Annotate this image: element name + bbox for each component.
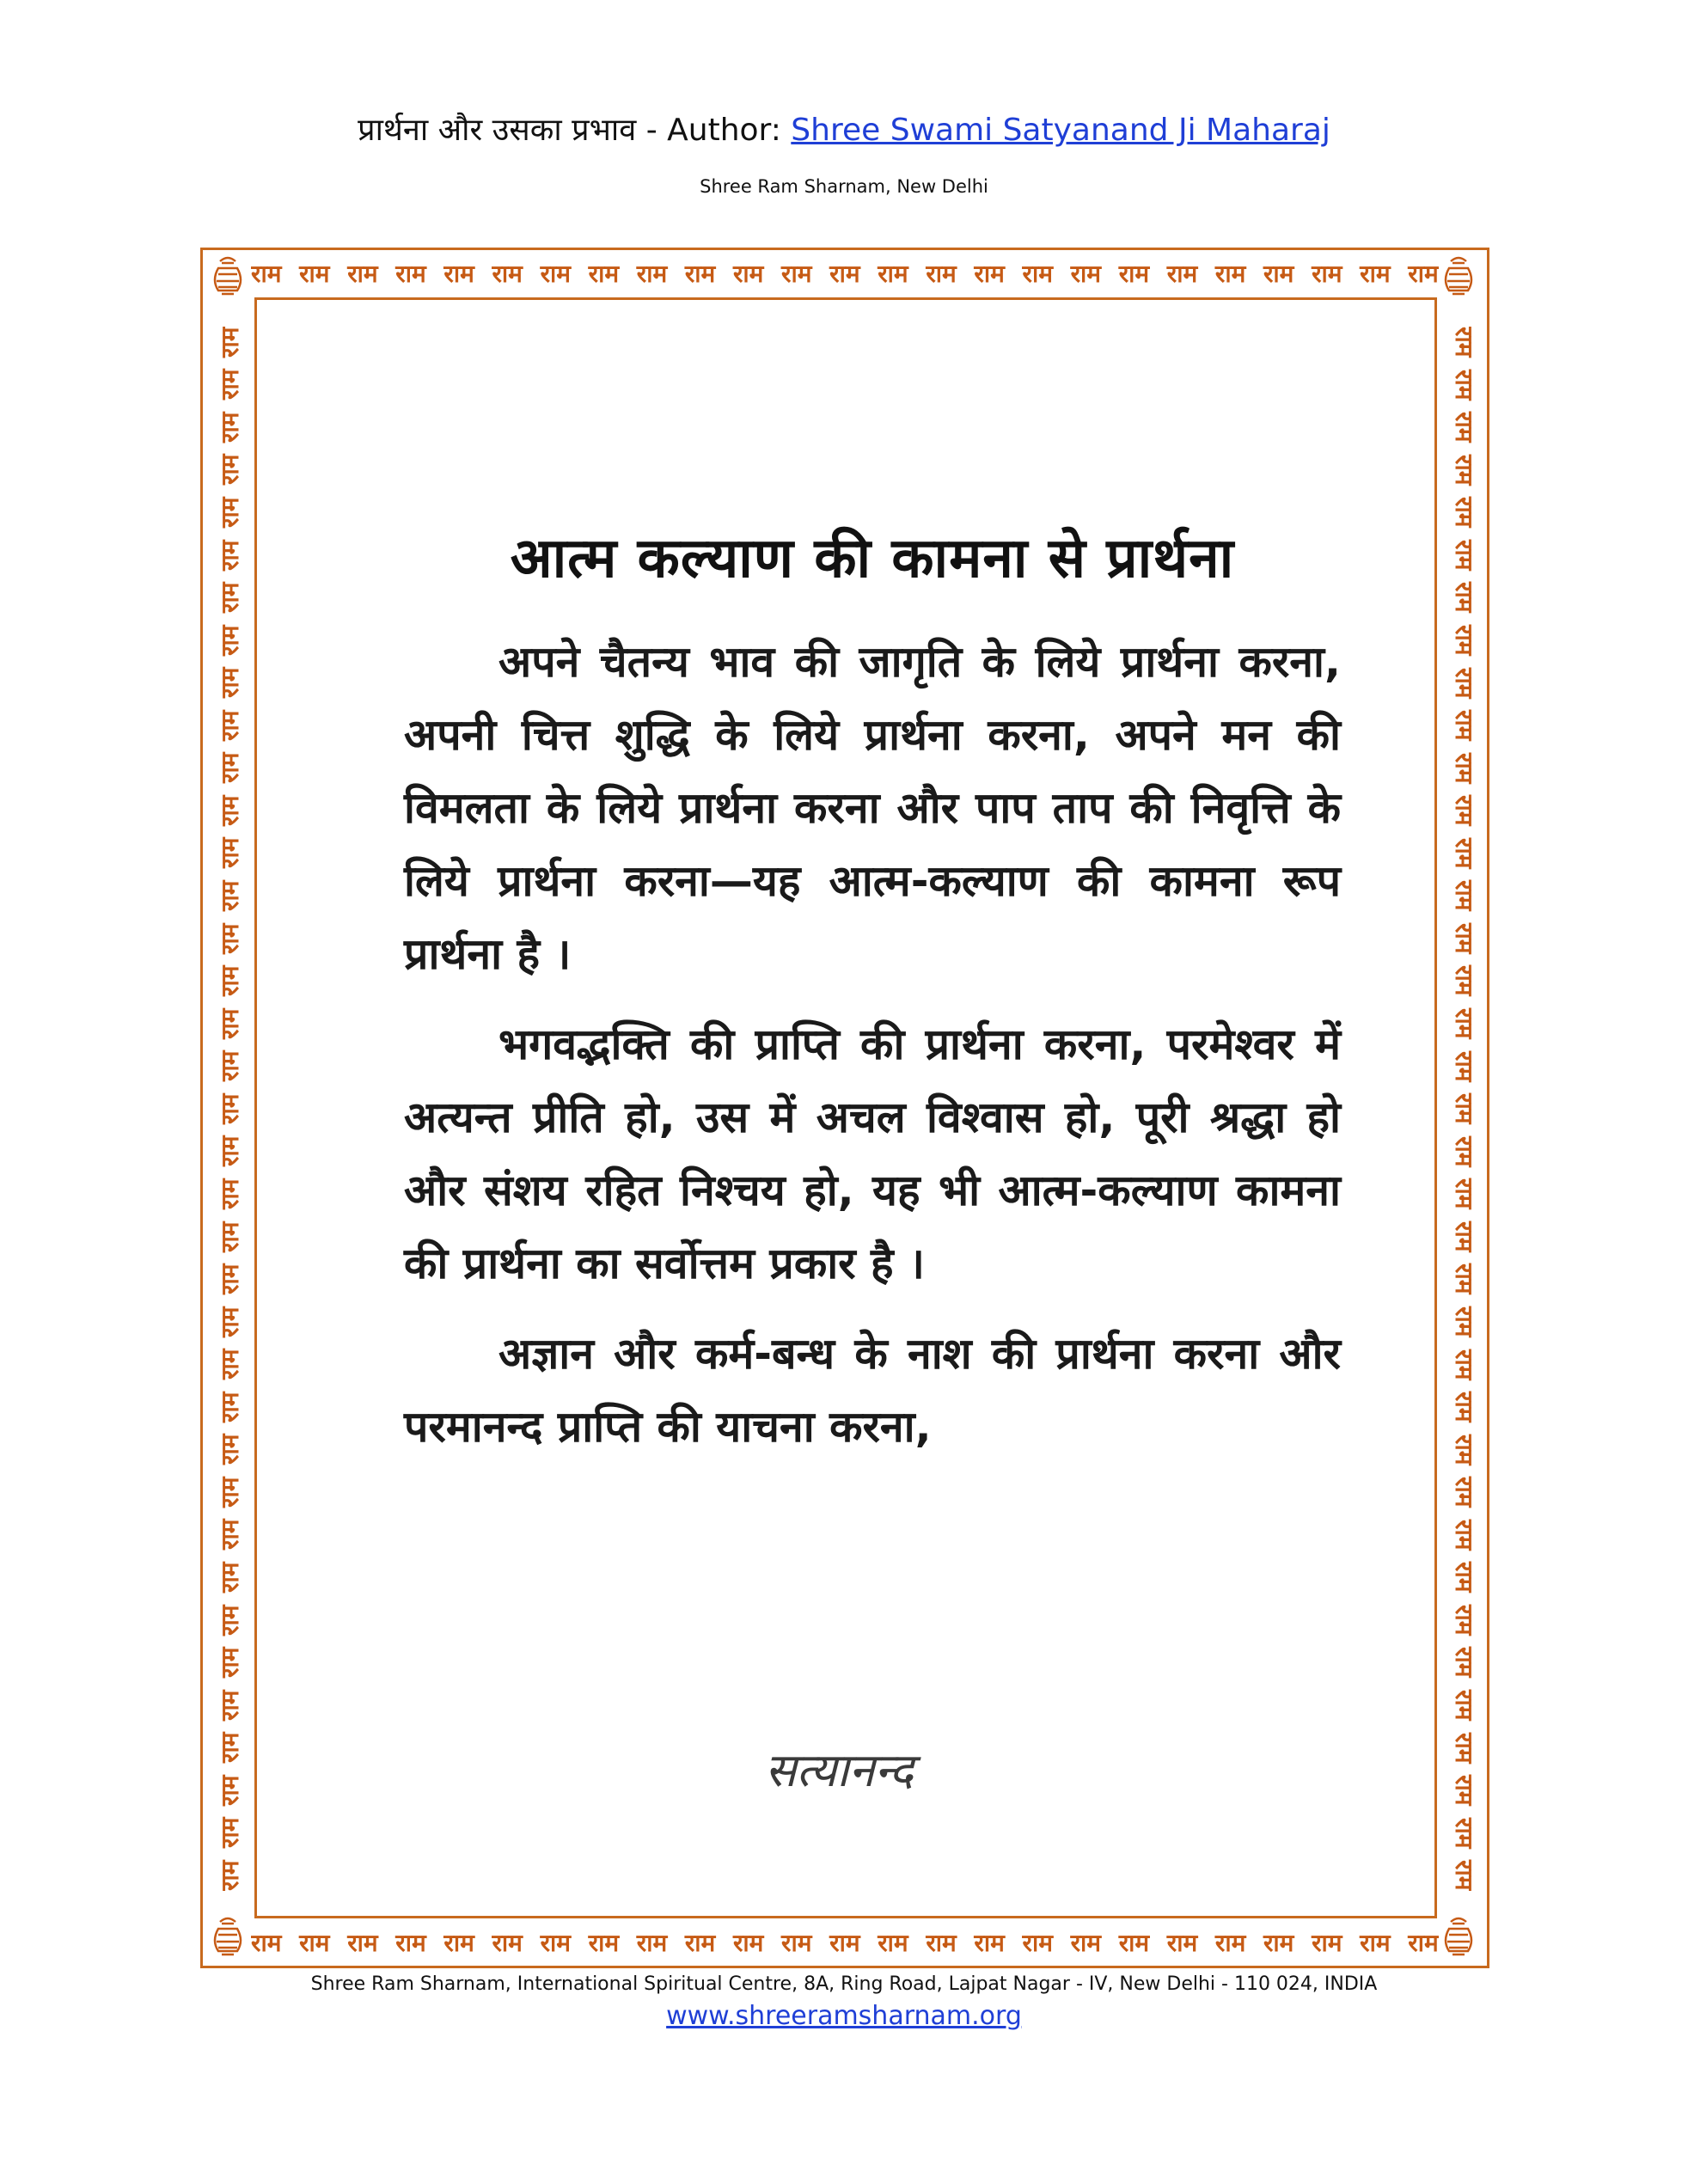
ram-word: राम	[1070, 1929, 1102, 1957]
ram-word: राम	[216, 795, 244, 826]
ram-word: राम	[1022, 1929, 1053, 1957]
footer-address: Shree Ram Sharnam, International Spiritual Centre, 8A, Ring Road, Lajpat Nagar - IV, New Delhi - 110 024, INDIA	[310, 1973, 1378, 1995]
ram-word: राम	[216, 1135, 244, 1167]
ram-word: राम	[1263, 260, 1294, 288]
ram-word: राम	[1450, 667, 1478, 698]
ram-word: राम	[732, 1929, 764, 1957]
ram-word: राम	[443, 260, 474, 288]
author-link[interactable]: Shree Swami Satyanand Ji Maharaj	[791, 113, 1330, 148]
ram-word: राम	[1450, 1647, 1478, 1678]
ram-word: राम	[1450, 795, 1478, 826]
ram-word: राम	[1450, 1604, 1478, 1636]
ram-word: राम	[216, 1647, 244, 1679]
ram-word: राम	[1450, 1732, 1478, 1764]
ram-word: राम	[216, 1520, 244, 1551]
ram-word: राम	[216, 1434, 244, 1465]
ram-word: राम	[216, 1392, 244, 1422]
ram-word: राम	[216, 1562, 244, 1594]
ram-word: राम	[251, 1929, 282, 1957]
ram-word: राम	[540, 260, 572, 288]
ram-word: राम	[216, 923, 244, 954]
ram-word: राम	[216, 327, 244, 358]
ram-word: राम	[1118, 260, 1150, 288]
ram-word: राम	[216, 667, 244, 699]
ram-word: राम	[1450, 1008, 1478, 1039]
ram-word: राम	[1450, 454, 1478, 486]
ram-word: राम	[216, 965, 244, 997]
ram-word: राम	[251, 260, 282, 288]
ram-word: राम	[1214, 1929, 1246, 1957]
paragraph: भगवद्भक्ति की प्राप्ति की प्रार्थना करना, परमेश्वर में अत्यन्त प्रीति हो, उस में अचल विश्वास हो, पूरी श्रद्धा हो और संशय रहित निश्चय हो, यह भी आत्म-कल्याण कामना की प्रार्थना का सर्वोत्तम प्रकार है ।	[404, 1019, 1341, 1288]
ram-word: राम	[1450, 1392, 1478, 1422]
ram-word: राम	[1450, 1306, 1478, 1337]
ram-word: राम	[1408, 260, 1439, 288]
ram-word: राम	[878, 1929, 908, 1957]
ram-word: राम	[492, 260, 523, 288]
ram-word: राम	[1214, 260, 1246, 288]
ram-word: राम	[1450, 752, 1478, 784]
ram-word: राम	[1450, 497, 1478, 528]
website-link[interactable]: www.shreeramsharnam.org	[666, 2001, 1022, 2031]
ram-word: राम	[1408, 1929, 1439, 1957]
ram-word: राम	[216, 540, 244, 571]
ram-border-bottom	[251, 1924, 1439, 1963]
ram-word: राम	[1360, 1929, 1391, 1957]
ram-word: राम	[1450, 1562, 1478, 1593]
ram-word: राम	[1450, 1434, 1478, 1465]
ram-border-left	[211, 327, 250, 1891]
ram-word: राम	[732, 260, 764, 288]
ram-word: राम	[216, 412, 244, 443]
ram-word: राम	[216, 1605, 244, 1636]
ram-word: राम	[1166, 260, 1198, 288]
header-subtitle: Shree Ram Sharnam, New Delhi	[700, 176, 988, 197]
ram-word: राम	[216, 1860, 244, 1891]
ram-word: राम	[1450, 1775, 1478, 1806]
ram-word: राम	[684, 260, 716, 288]
ram-word: राम	[492, 1929, 523, 1957]
ram-word: राम	[216, 752, 244, 784]
ram-word: राम	[540, 1929, 572, 1957]
header-title-line	[0, 110, 1688, 151]
ram-word: राम	[1450, 1178, 1478, 1209]
ram-word: राम	[1450, 1135, 1478, 1167]
ram-word: राम	[1450, 1477, 1478, 1508]
ram-word: राम	[216, 880, 244, 912]
ram-word: राम	[1450, 837, 1478, 869]
ram-word: राम	[216, 1775, 244, 1806]
ram-word: राम	[1450, 1050, 1478, 1082]
paragraph: अपने चैतन्य भाव की जागृति के लिये प्रार्थना करना, अपनी चित्त शुद्धि के लिये प्रार्थना करना, अपने मन की विमलता के लिये प्रार्थना करना और पाप ताप की निवृत्ति के लिये प्रार्थना करना—यह आत्म-कल्याण की कामना रूप प्रार्थना है ।	[404, 637, 1341, 979]
ram-word: राम	[588, 1929, 620, 1957]
section-title: आत्म कल्याण की कामना से प्रार्थना	[510, 527, 1235, 590]
ram-word: राम	[781, 1929, 812, 1957]
ram-word: राम	[216, 1477, 244, 1508]
kalash-pot-icon	[203, 1912, 253, 1961]
ram-word: राम	[1360, 260, 1391, 288]
ram-word: राम	[1450, 1093, 1478, 1124]
ram-word: राम	[395, 1929, 426, 1957]
ram-word: राम	[216, 1221, 244, 1252]
ram-word: राम	[1118, 1929, 1150, 1957]
ram-word: राम	[1450, 624, 1478, 656]
book-title: प्रार्थना और उसका प्रभाव	[358, 113, 637, 148]
ram-word: राम	[878, 260, 908, 288]
ram-word: राम	[636, 260, 668, 288]
ram-word: राम	[781, 260, 812, 288]
ram-word: राम	[1450, 1817, 1478, 1849]
ram-word: राम	[1450, 922, 1478, 954]
ram-word: राम	[299, 1929, 330, 1957]
ram-word: राम	[216, 1093, 244, 1124]
ram-word: राम	[1450, 369, 1478, 401]
ram-word: राम	[1022, 260, 1053, 288]
page-footer	[0, 1972, 1688, 2034]
kalash-pot-icon	[1434, 1912, 1483, 1961]
ram-word: राम	[1450, 327, 1478, 358]
ram-word: राम	[1450, 1519, 1478, 1551]
ram-word: राम	[216, 1178, 244, 1209]
ram-word: राम	[926, 260, 957, 288]
ram-word: राम	[216, 1050, 244, 1082]
ram-word: राम	[216, 1263, 244, 1295]
ram-word: राम	[684, 1929, 716, 1957]
ram-word: राम	[216, 369, 244, 401]
ram-word: राम	[216, 1008, 244, 1039]
ram-word: राम	[1166, 1929, 1198, 1957]
ram-word: राम	[216, 454, 244, 486]
ram-word: राम	[395, 260, 426, 288]
scanned-page-content	[404, 524, 1341, 1481]
ram-word: राम	[216, 1732, 244, 1764]
ram-word: राम	[1450, 1860, 1478, 1891]
ram-word: राम	[216, 838, 244, 869]
ram-word: राम	[588, 260, 620, 288]
ram-word: राम	[216, 1306, 244, 1337]
ram-word: राम	[216, 710, 244, 741]
ram-word: राम	[829, 260, 860, 288]
signature: सत्यानन्द	[765, 1743, 914, 1797]
ram-word: राम	[216, 625, 244, 656]
ram-word: राम	[216, 497, 244, 528]
ram-word: राम	[926, 1929, 957, 1957]
ram-word: राम	[1450, 582, 1478, 613]
ram-word: राम	[974, 1929, 1005, 1957]
ram-word: राम	[216, 582, 244, 614]
ram-word: राम	[1263, 1929, 1294, 1957]
kalash-pot-icon	[203, 251, 253, 301]
ram-word: राम	[1312, 260, 1342, 288]
page-header	[0, 110, 1688, 199]
author-prefix: - Author:	[645, 113, 792, 148]
ram-word: राम	[347, 1929, 378, 1957]
ram-word: राम	[1450, 1220, 1478, 1252]
ram-word: राम	[1450, 710, 1478, 741]
ram-word: राम	[216, 1349, 244, 1380]
ram-word: राम	[216, 1690, 244, 1721]
ram-word: राम	[347, 260, 378, 288]
ram-word: राम	[1450, 1349, 1478, 1380]
kalash-pot-icon	[1434, 251, 1483, 301]
ram-word: राम	[1450, 1690, 1478, 1721]
ram-border-top	[251, 254, 1439, 294]
ram-word: राम	[1450, 1263, 1478, 1294]
ram-word: राम	[1450, 880, 1478, 911]
ram-word: राम	[1450, 412, 1478, 443]
ram-word: राम	[974, 260, 1005, 288]
ram-word: राम	[1450, 965, 1478, 996]
ram-word: राम	[829, 1929, 860, 1957]
ram-word: राम	[636, 1929, 668, 1957]
ram-word: राम	[1450, 539, 1478, 571]
paragraph: अज्ञान और कर्म-बन्ध के नाश की प्रार्थना करना और परमानन्द प्राप्ति की याचना करना,	[404, 1329, 1341, 1452]
ram-word: राम	[1070, 260, 1102, 288]
ram-word: राम	[443, 1929, 474, 1957]
ram-word: राम	[1312, 1929, 1342, 1957]
ram-word: राम	[299, 260, 330, 288]
ram-word: राम	[216, 1817, 244, 1849]
ram-border-right	[1444, 327, 1483, 1891]
